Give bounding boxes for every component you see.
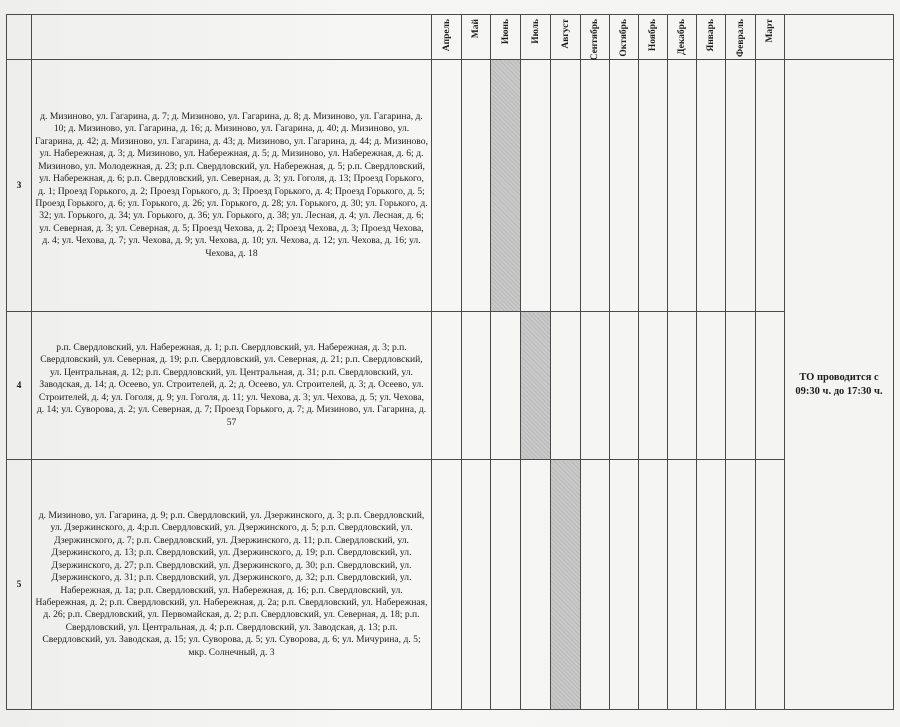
month-cell xyxy=(639,312,668,460)
month-cell xyxy=(462,312,491,460)
month-header-may xyxy=(462,15,491,60)
month-cell xyxy=(697,460,726,710)
month-cell xyxy=(432,60,462,312)
month-header-april xyxy=(432,15,462,60)
month-cell xyxy=(756,60,785,312)
month-cell xyxy=(581,60,610,312)
month-cell xyxy=(491,312,521,460)
month-label: Сентябрь xyxy=(590,19,600,61)
month-label: Август xyxy=(560,19,571,49)
month-header-august xyxy=(551,15,581,60)
month-label: Ноябрь xyxy=(648,19,658,52)
month-label: Март xyxy=(765,19,775,43)
table-row xyxy=(7,460,894,710)
address-header xyxy=(32,15,432,60)
month-header-february xyxy=(726,15,756,60)
month-cell xyxy=(668,312,697,460)
month-label: Январь xyxy=(706,19,716,52)
month-cell xyxy=(756,312,785,460)
month-label: Октябрь xyxy=(619,19,629,57)
month-cell xyxy=(610,460,639,710)
month-label: Май xyxy=(471,19,481,39)
month-cell xyxy=(581,312,610,460)
month-header-june xyxy=(491,15,521,60)
month-cell xyxy=(551,312,581,460)
month-cell xyxy=(639,460,668,710)
month-cell xyxy=(551,60,581,312)
month-header-november xyxy=(639,15,668,60)
month-cell xyxy=(697,312,726,460)
address-list: д. Мизиново, ул. Гагарина, д. 9; р.п. Свердловский, ул. Дзержинского, д. 3; р.п. Свердловский, ул. Дзержинского, д. 4;р.п. Свердловский, ул. Дзержинского, д. 5; р.п. Свердловский, ул. Дзержинского, д. 7; р.п. Свердловский, ул. Дзержинского, д. 11; р.п. Свердловский, ул. Дзержинского, д. 13; р.п. Свердловский, ул. Дзержинского, д. 19; р.п. Свердловский, ул. Дзержинского, д. 27; р.п. Свердловский, ул. Дзержинского, д. 30; р.п. Свердловский, ул. Дзержинского, д. 31; р.п. Свердловский, ул. Дзержинского, д. 32; р.п. Свердловский, ул. Набережная, д. 1а; р.п. Свердловский, ул. Набережная, д. 16; р.п. Свердловский, ул. Набережная, д. 2; р.п. Свердловский, ул. Набережная, д. 2а; р.п. Свердловский, ул. Набережная, д. 26; р.п. Свердловский, ул. Первомайская, д. 2; р.п. Свердловский, ул. Северная, д. 18; р.п. Свердловский, ул. Центральная, д. 4; р.п. Свердловский, ул. Заводская, д. 13; р.п. Свердловский, ул. Заводская, д. 15; ул. Суворова, д. 5; ул. Суворова, д. 6; ул. Мичурина, д. 5; мкр. Солнечный, д. 3 xyxy=(32,460,432,710)
month-cell xyxy=(726,60,756,312)
month-cell xyxy=(432,312,462,460)
month-cell xyxy=(726,312,756,460)
month-label: Июнь xyxy=(500,19,511,45)
address-list: д. Мизиново, ул. Гагарина, д. 7; д. Мизиново, ул. Гагарина, д. 8; д. Мизиново, ул. Гагарина, д. 10; д. Мизиново, ул. Гагарина, д. 16; д. Мизиново, ул. Гагарина, д. 40; д. Мизиново, ул. Гагарина, д. 42; д. Мизиново, ул. Гагарина, д. 43; д. Мизиново, ул. Гагарина, д. 44; д. Мизиново, ул. Набережная, д. 3; д. Мизиново, ул. Набережная, д. 5; д. Мизиново, ул. Набережная, д. 6; д. Мизиново, ул. Молодежная, д. 23; р.п. Свердловский, ул. Набережная, д. 5; р.п. Свердловский, ул. Набережная, д. 6; р.п. Свердловский, ул. Северная, д. 3; ул. Гоголя, д. 13; Проезд Горького, д. 1; Проезд Горького, д. 2; Проезд Горького, д. 3; Проезд Горького, д. 4; Проезд Горького, д. 5; Проезд Горького, д. 6; ул. Горького, д. 26; ул. Горького, д. 28; ул. Горького, д. 30; ул. Горького, д. 32; ул. Горького, д. 34; ул. Горького, д. 36; ул. Горького, д. 38; ул. Лесная, д. 4; ул. Лесная, д. 6; ул. Северная, д. 3; ул. Северная, д. 5; Проезд Чехова, д. 2; Проезд Чехова, д. 3; Проезд Чехова, д. 4; ул. Чехова, д. 7; ул. Чехова, д. 9; ул. Чехова, д. 10; ул. Чехова, д. 12; ул. Чехова, д. 16; ул. Чехова, д. 18 xyxy=(32,60,432,312)
month-cell xyxy=(462,60,491,312)
month-cell xyxy=(432,460,462,710)
header-row xyxy=(7,15,894,60)
month-header-march xyxy=(756,15,785,60)
note-header xyxy=(785,15,894,60)
month-cell xyxy=(610,312,639,460)
month-cell xyxy=(726,460,756,710)
month-header-october xyxy=(610,15,639,60)
month-header-january xyxy=(697,15,726,60)
month-label: Июль xyxy=(530,19,541,44)
row-number: 4 xyxy=(7,312,32,460)
month-cell xyxy=(697,60,726,312)
month-label: Февраль xyxy=(735,19,746,57)
maintenance-schedule-table xyxy=(6,14,894,710)
number-header xyxy=(7,15,32,60)
month-cell xyxy=(521,460,551,710)
month-cell xyxy=(581,460,610,710)
month-cell-scheduled xyxy=(521,312,551,460)
month-cell-scheduled xyxy=(551,460,581,710)
month-cell xyxy=(491,460,521,710)
row-number: 5 xyxy=(7,460,32,710)
month-cell-scheduled xyxy=(491,60,521,312)
month-cell xyxy=(756,460,785,710)
address-list: р.п. Свердловский, ул. Набережная, д. 1; р.п. Свердловский, ул. Набережная, д. 3; р.п. Свердловский, ул. Северная, д. 19; р.п. Свердловский, ул. Северная, д. 21; р.п. Свердловский, ул. Центральная, д. 12; р.п. Свердловский, ул. Центральная, д. 31; р.п. Свердловский, ул. Заводская, д. 14; д. Осеево, ул. Строителей, д. 2; д. Осеево, ул. Строителей, д. 3; д. Осеево, ул. Строителей, д. 4; ул. Гоголя, д. 9; ул. Гоголя, д. 11; ул. Чехова, д. 3; ул. Чехова, д. 5; ул. Чехова, д. 14; ул. Суворова, д. 2; ул. Северная, д. 7; Проезд Горького, д. 7; д. Мизиново, ул. Гагарина, д. 57 xyxy=(32,312,432,460)
month-header-july xyxy=(521,15,551,60)
month-header-september xyxy=(581,15,610,60)
month-cell xyxy=(521,60,551,312)
month-cell xyxy=(462,460,491,710)
month-label: Апрель xyxy=(441,19,452,52)
month-cell xyxy=(639,60,668,312)
month-cell xyxy=(668,60,697,312)
row-number: 3 xyxy=(7,60,32,312)
table-row xyxy=(7,60,894,312)
month-label: Декабрь xyxy=(677,19,687,56)
month-header-december xyxy=(668,15,697,60)
table-row xyxy=(7,312,894,460)
maintenance-hours-note: ТО проводится с 09:30 ч. до 17:30 ч. xyxy=(785,60,894,710)
month-cell xyxy=(668,460,697,710)
month-cell xyxy=(610,60,639,312)
